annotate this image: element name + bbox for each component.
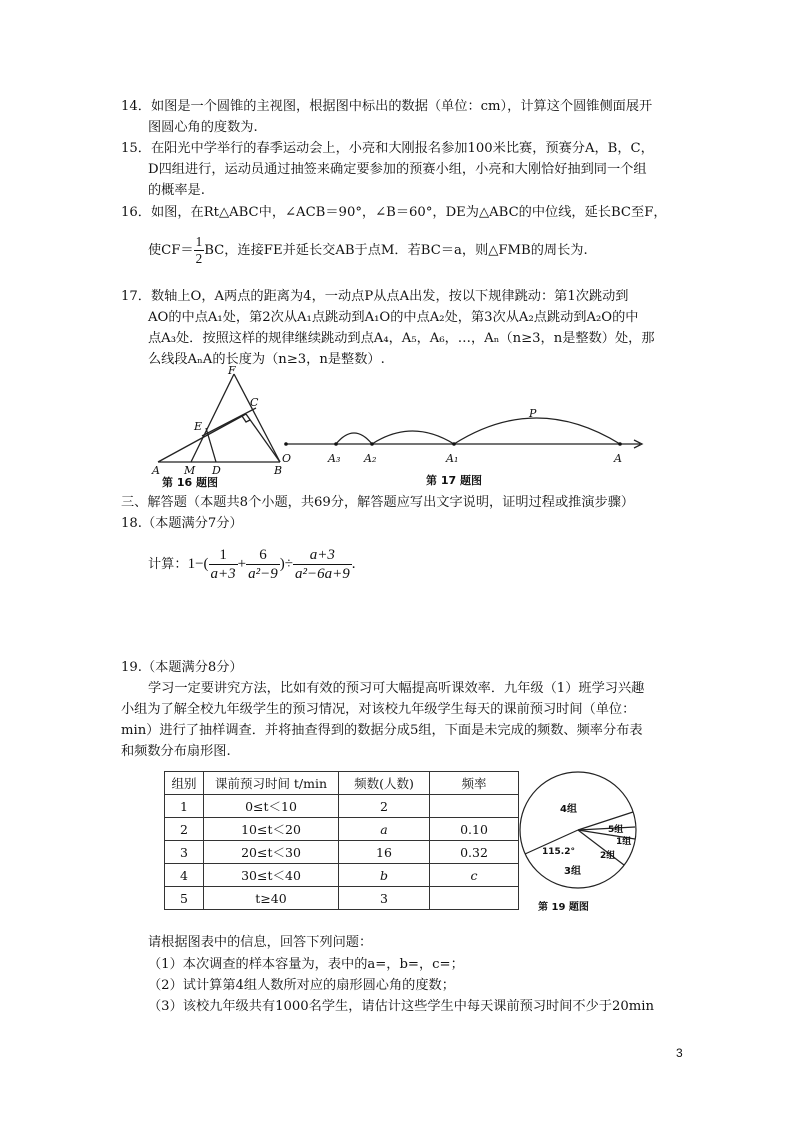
fig17-label-a2: A₂ (364, 452, 377, 465)
q18-expression (148, 546, 355, 583)
pie-label-3: 3组 (564, 866, 581, 877)
q18-frac1 (209, 546, 238, 583)
q18-frac2-num: 6 (259, 547, 267, 563)
table-cell: 3 (339, 887, 430, 910)
figure-17 (278, 400, 650, 490)
q14-line2: 图圆心角的度数为. (148, 120, 258, 135)
table-row (165, 818, 519, 841)
table-row (165, 887, 519, 910)
q19-sub2: （2）试计算第4组人数所对应的扇形圆心角的度数； (148, 978, 455, 993)
fig16-label-f: F (228, 366, 236, 377)
q19-para1: 学习一定要讲究方法，比如有效的预习可大幅提高听课效率．九年级（1）班学习兴趣 (148, 681, 645, 696)
q16-line2-pre: 使CF＝ (148, 243, 194, 258)
q17-line1: 17．数轴上O，A两点的距离为4，一动点P从点A出发，按以下规律跳动：第1次跳动到 (121, 289, 629, 304)
q17-line2: AO的中点A₁处，第2次从A₁点跳动到A₁O的中点A₂处，第3次从A₂点跳动到A₂O的中 (148, 310, 639, 325)
table-cell: a (339, 818, 430, 841)
fig17-caption: 第 17 题图 (426, 474, 482, 487)
frequency-table (164, 771, 519, 910)
pie-angle-label: 115.2° (542, 847, 575, 857)
q18-frac1-den: a+3 (210, 566, 236, 582)
table-cell: 30≤t＜40 (204, 864, 339, 887)
table-row (165, 795, 519, 818)
fig16-label-m: M (184, 464, 196, 477)
figure-16 (146, 366, 286, 488)
q17-line3: 点A₃处．按照这样的规律继续跳动到点A₄，A₅，A₆，…，Aₙ（n≥3，n是整数）处，那 (148, 331, 655, 346)
q18-frac3 (293, 546, 352, 583)
table-cell: t≥40 (204, 887, 339, 910)
q15-line2: D四组进行，运动员通过抽签来确定要参加的预赛小组，小亮和大刚恰好抽到同一个组 (148, 162, 647, 177)
table-cell: 0.32 (430, 841, 519, 864)
table-cell: 2 (165, 818, 204, 841)
table-header-row (165, 772, 519, 795)
table-cell: 20≤t＜30 (204, 841, 339, 864)
table-cell: 5 (165, 887, 204, 910)
table-cell: 0≤t＜10 (204, 795, 339, 818)
section3-heading: 三、解答题（本题共8个小题，共69分，解答题应写出文字说明，证明过程或推演步骤） (121, 495, 635, 510)
q18-plus: + (237, 555, 247, 572)
table-header: 频数(人数) (339, 772, 430, 795)
page-number: 3 (676, 1046, 683, 1060)
q19-para2: 小组为了解全校九年级学生的预习情况，对该校九年级学生每天的课前预习时间（单位： (121, 702, 636, 717)
table-cell: 16 (339, 841, 430, 864)
fig17-label-a1: A₁ (446, 452, 459, 465)
table-row (165, 841, 519, 864)
q18-label: 计算： (148, 556, 188, 572)
fig16-label-b: B (274, 464, 283, 477)
table-cell: 1 (165, 795, 204, 818)
q16-line1: 16．如图，在Rt△ABC中，∠ACB＝90°，∠B＝60°，DE为△ABC的中位线，延长BC至F， (121, 205, 667, 220)
q14-line1: 14．如图是一个圆锥的主视图，根据图中标出的数据（单位：cm），计算这个圆锥侧面展开 (121, 99, 653, 114)
q19-sub3: （3）该校九年级共有1000名学生，请估计这些学生中每天课前预习时间不少于20min (148, 999, 654, 1014)
q18-one-minus: 1−( (187, 555, 209, 572)
figure-19-pie (518, 770, 640, 916)
table-cell (430, 887, 519, 910)
table-cell: c (430, 864, 519, 887)
q18-frac2 (246, 546, 280, 583)
pie-caption: 第 19 题图 (538, 902, 589, 913)
q16-frac-den: 2 (195, 251, 203, 266)
fig16-label-c: C (250, 396, 259, 409)
fig17-label-o: O (282, 452, 292, 465)
fig16-caption: 第 16 题图 (162, 476, 218, 488)
q18-end: . (351, 555, 356, 572)
q18-title: 18.（本题满分7分） (121, 516, 243, 531)
q18-frac3-den: a²−6a+9 (294, 566, 350, 582)
pie-label-4: 4组 (560, 804, 577, 815)
q19-ask: 请根据图表中的信息，回答下列问题： (148, 935, 373, 950)
table-cell: 10≤t＜20 (204, 818, 339, 841)
q18-frac2-den: a²−9 (248, 566, 278, 582)
table-header: 课前预习时间 t/min (204, 772, 339, 795)
table-header: 组别 (165, 772, 204, 795)
fig17-label-a: A (614, 452, 622, 465)
q19-para3: min）进行了抽样调查．并将抽查得到的数据分成5组，下面是未完成的频数、频率分布表 (121, 723, 643, 738)
q19-sub1: （1）本次调查的样本容量为，表中的a=，b=，c=； (148, 957, 464, 972)
table-cell: 2 (339, 795, 430, 818)
table-cell (430, 795, 519, 818)
q16-line2-post: BC，连接FE并延长交AB于点M．若BC＝a，则△FMB的周长为. (204, 243, 588, 258)
fig16-label-e: E (194, 420, 203, 433)
q19-title: 19.（本题满分8分） (121, 660, 243, 675)
q15-line3: 的概率是. (148, 183, 205, 198)
q15-line1: 15．在阳光中学举行的春季运动会上，小亮和大刚报名参加100米比赛，预赛分A，B，C， (121, 141, 654, 156)
fig17-label-a3: A₃ (328, 452, 341, 465)
table-cell: b (339, 864, 430, 887)
q18-frac3-num: a+3 (309, 547, 335, 563)
q16-frac-num: 1 (195, 234, 203, 249)
q17-line4: 么线段AₙA的长度为（n≥3，n是整数）. (148, 352, 385, 367)
fig16-label-a: A (152, 464, 160, 477)
fig16-label-d: D (212, 464, 221, 477)
q19-para4: 和频数分布扇形图. (121, 744, 231, 759)
pie-label-5: 5组 (608, 825, 624, 835)
table-cell: 3 (165, 841, 204, 864)
table-row (165, 864, 519, 887)
q16-fraction (194, 234, 205, 267)
q18-div: )÷ (279, 555, 293, 572)
table-cell: 4 (165, 864, 204, 887)
q16-line2 (148, 234, 588, 267)
pie-label-2: 2组 (600, 851, 616, 861)
table-cell: 0.10 (430, 818, 519, 841)
fig17-label-p: P (529, 407, 537, 420)
pie-label-1: 1组 (616, 837, 632, 847)
table-header: 频率 (430, 772, 519, 795)
q18-frac1-num: 1 (219, 547, 227, 563)
